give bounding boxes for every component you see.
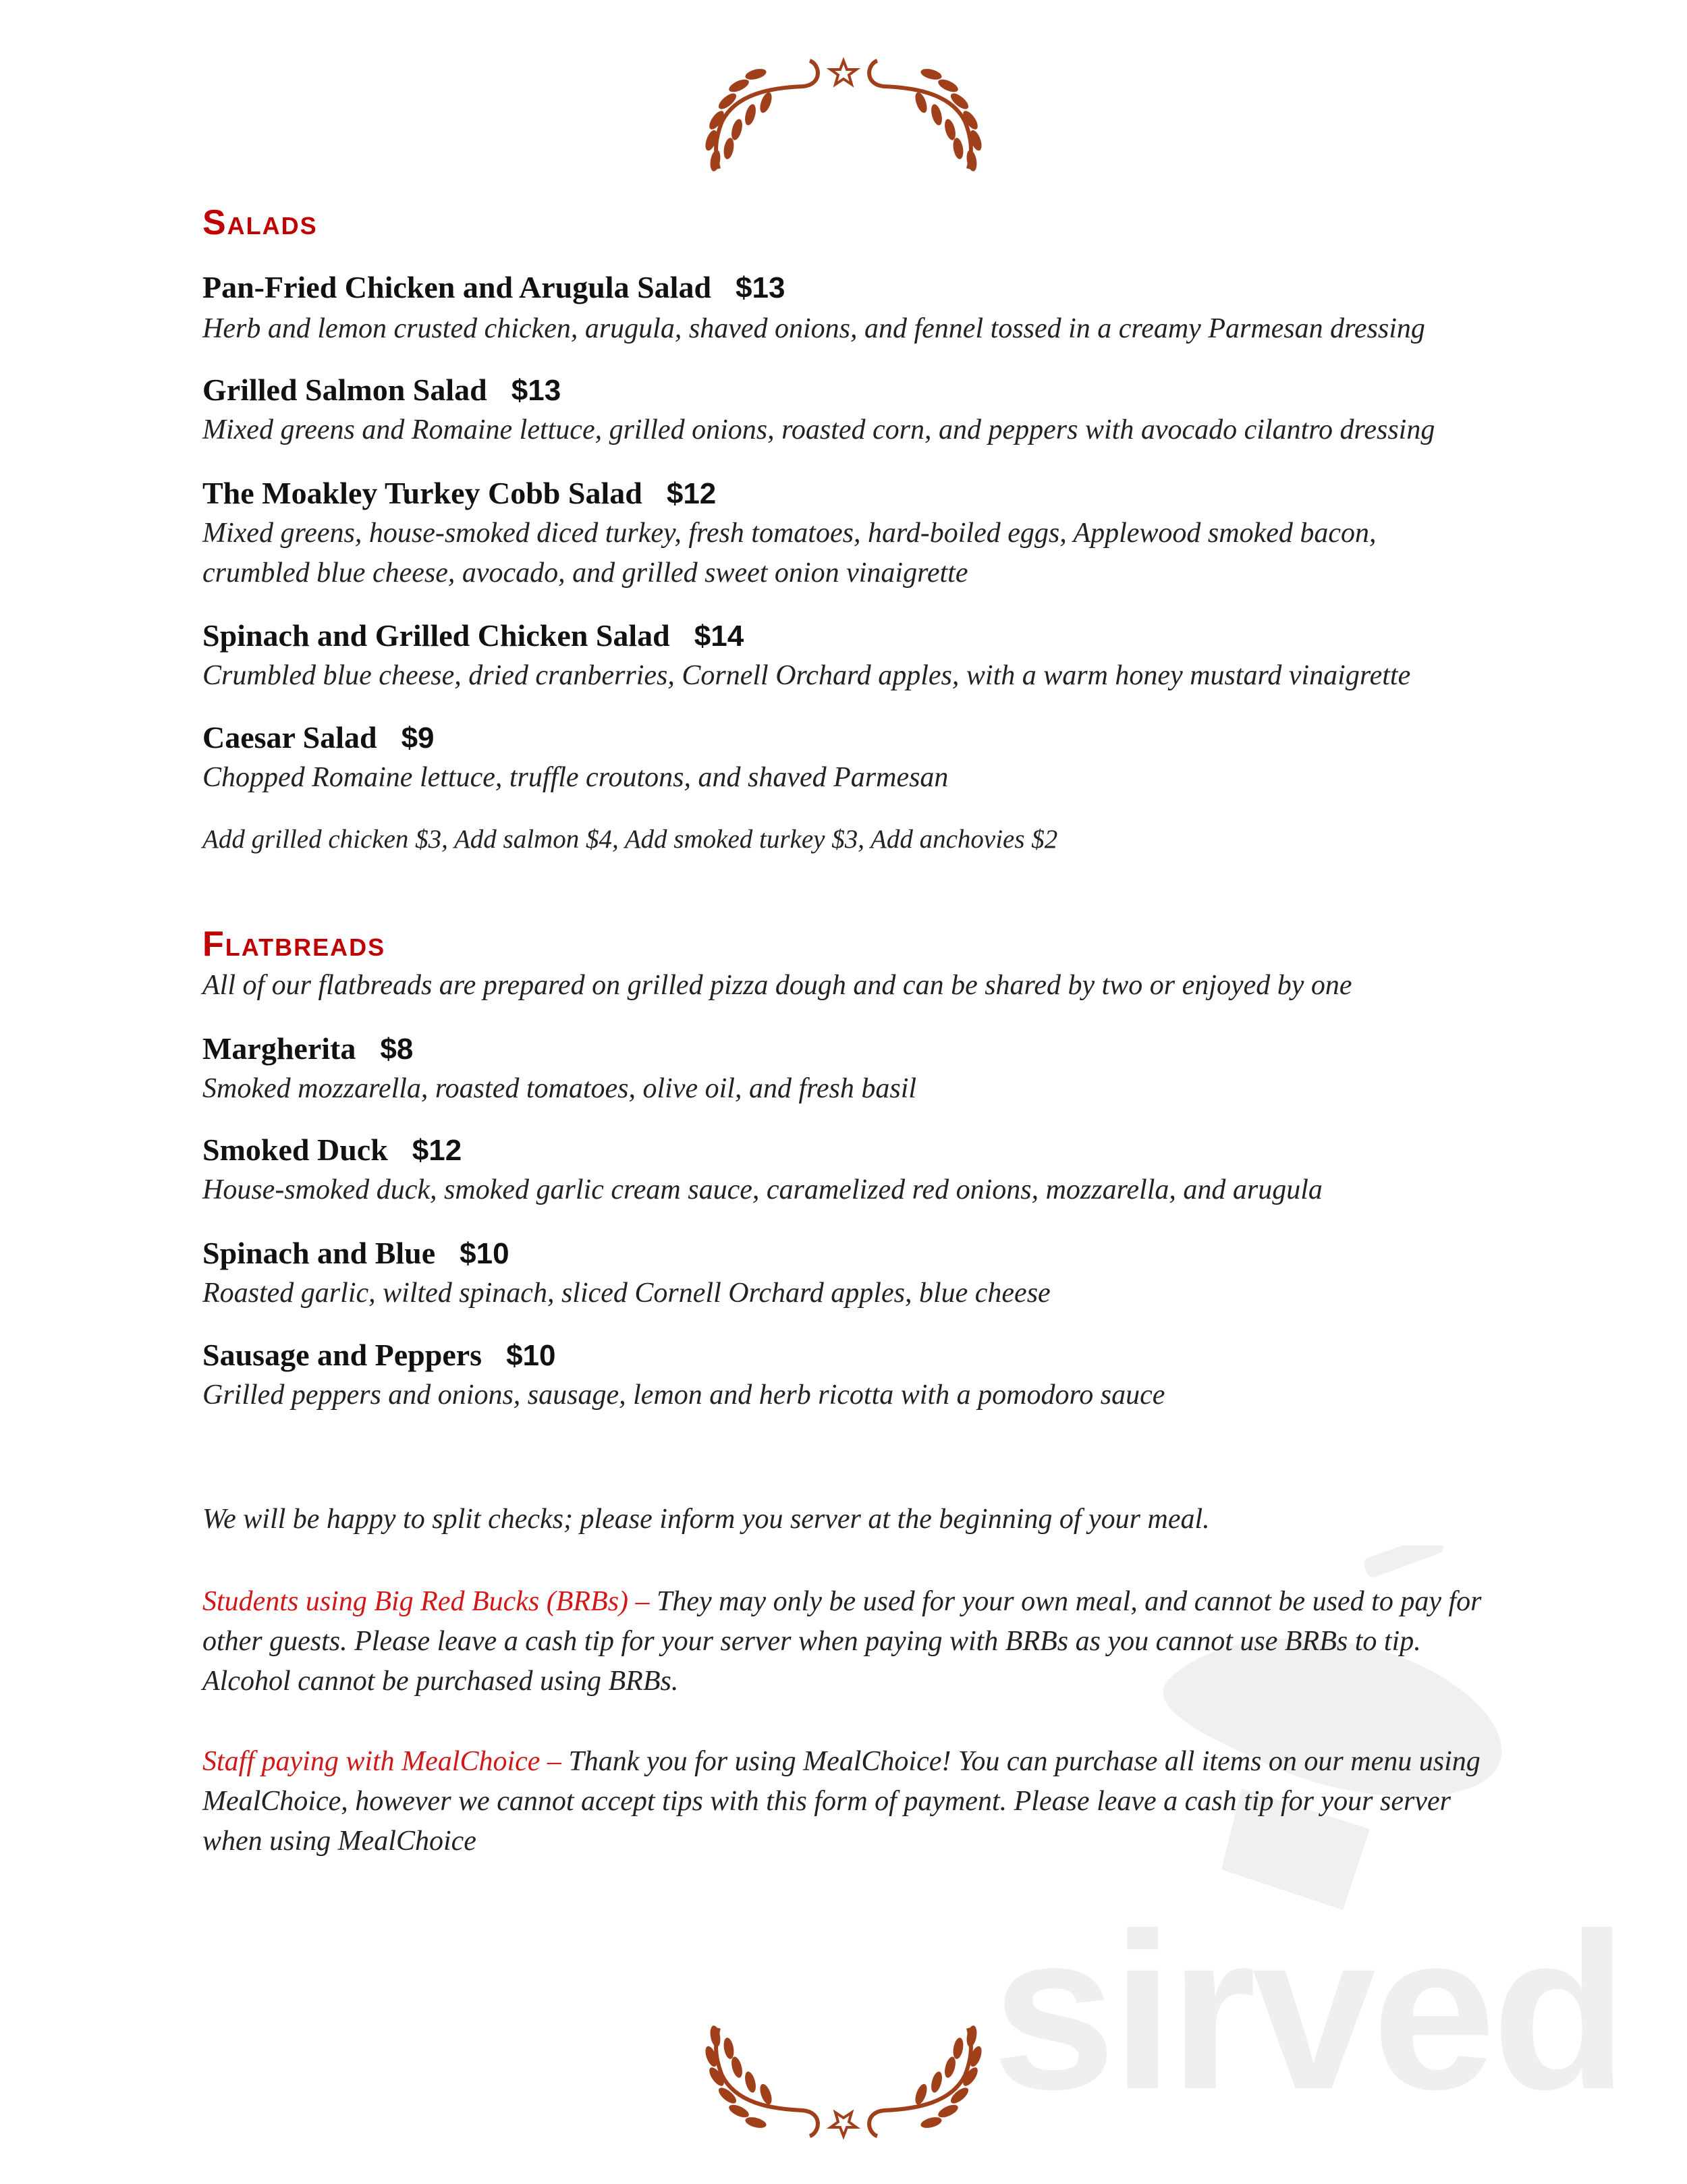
item-price: $10	[460, 1237, 509, 1270]
flatbreads-heading: Flatbreads	[202, 925, 386, 964]
menu-item-name	[202, 1029, 413, 1070]
item-description: Crumbled blue cheese, dried cranberries, Cornell Orchard apples, with a warm honey mustard vinaigrette	[202, 660, 1411, 691]
item-description: Roasted garlic, wilted spinach, sliced Cornell Orchard apples, blue cheese	[202, 1278, 1051, 1309]
item-name: Spinach and Blue	[202, 1236, 436, 1270]
laurel-ornament-bottom	[702, 2021, 985, 2150]
staff-note	[202, 1742, 1485, 1861]
item-price: $10	[506, 1339, 556, 1372]
menu-item-name	[202, 616, 744, 657]
item-description: Herb and lemon crusted chicken, arugula, shaved onions, and fennel tossed in a creamy Parmesan dressing	[202, 313, 1425, 344]
item-description: House-smoked duck, smoked garlic cream sauce, caramelized red onions, mozzarella, and arugula	[202, 1174, 1323, 1205]
students-note	[202, 1582, 1485, 1701]
item-description: Chopped Romaine lettuce, truffle croutons, and shaved Parmesan	[202, 762, 949, 793]
students-note-text: They may only be used for your own meal, and cannot be used to pay for other guests. Please leave a cash tip for your server when paying with BRBs as you cannot use BRBs to tip. Alcohol cannot be purchased using BRBs.	[202, 1586, 1482, 1697]
item-description: Mixed greens and Romaine lettuce, grilled onions, roasted corn, and peppers with avocado cilantro dressing	[202, 414, 1435, 445]
salad-addons: Add grilled chicken $3, Add salmon $4, Add smoked turkey $3, Add anchovies $2	[202, 825, 1058, 854]
item-price: $12	[412, 1134, 462, 1167]
split-checks-note: We will be happy to split checks; please inform you server at the beginning of your meal.	[202, 1504, 1210, 1535]
menu-item-name	[202, 1130, 462, 1171]
menu-item-name	[202, 267, 785, 308]
item-name: Sausage and Peppers	[202, 1338, 482, 1372]
item-description: Smoked mozzarella, roasted tomatoes, olive oil, and fresh basil	[202, 1073, 917, 1104]
item-description: Grilled peppers and onions, sausage, lemon and herb ricotta with a pomodoro sauce	[202, 1380, 1165, 1411]
laurel-ornament-top	[702, 47, 985, 175]
item-name: Caesar Salad	[202, 720, 377, 755]
item-name: Pan-Fried Chicken and Arugula Salad	[202, 270, 712, 304]
item-name: Spinach and Grilled Chicken Salad	[202, 618, 670, 653]
item-price: $13	[736, 271, 785, 304]
item-price: $12	[666, 477, 717, 510]
item-description: Mixed greens, house-smoked diced turkey, fresh tomatoes, hard-boiled eggs, Applewood smoked bacon, crumbled blue cheese, avocado, and grilled sweet onion vinaigrette	[202, 518, 1377, 589]
sirved-watermark: sirved	[992, 1886, 1624, 2135]
menu-item-name	[202, 1335, 556, 1376]
menu-item-name	[202, 1233, 509, 1274]
staff-note-label: Staff paying with MealChoice –	[202, 1746, 561, 1777]
item-price: $8	[380, 1033, 414, 1066]
item-name: Grilled Salmon Salad	[202, 373, 487, 407]
item-name: The Moakley Turkey Cobb Salad	[202, 476, 642, 510]
item-price: $13	[511, 374, 561, 407]
item-price: $14	[694, 620, 744, 653]
students-note-label: Students using Big Red Bucks (BRBs) –	[202, 1586, 650, 1617]
item-name: Smoked Duck	[202, 1132, 388, 1167]
flatbreads-intro: All of our flatbreads are prepared on grilled pizza dough and can be shared by two or enjoyed by one	[202, 970, 1352, 1001]
menu-item-name	[202, 370, 561, 411]
menu-item-name	[202, 473, 716, 514]
staff-note-text: Thank you for using MealChoice! You can purchase all items on our menu using MealChoice, however we cannot accept tips with this form of payment. Please leave a cash tip for your server when using MealChoice	[202, 1746, 1481, 1857]
salads-heading: Salads	[202, 203, 318, 242]
item-price: $9	[401, 721, 435, 755]
item-name: Margherita	[202, 1031, 356, 1066]
menu-item-name	[202, 717, 435, 759]
